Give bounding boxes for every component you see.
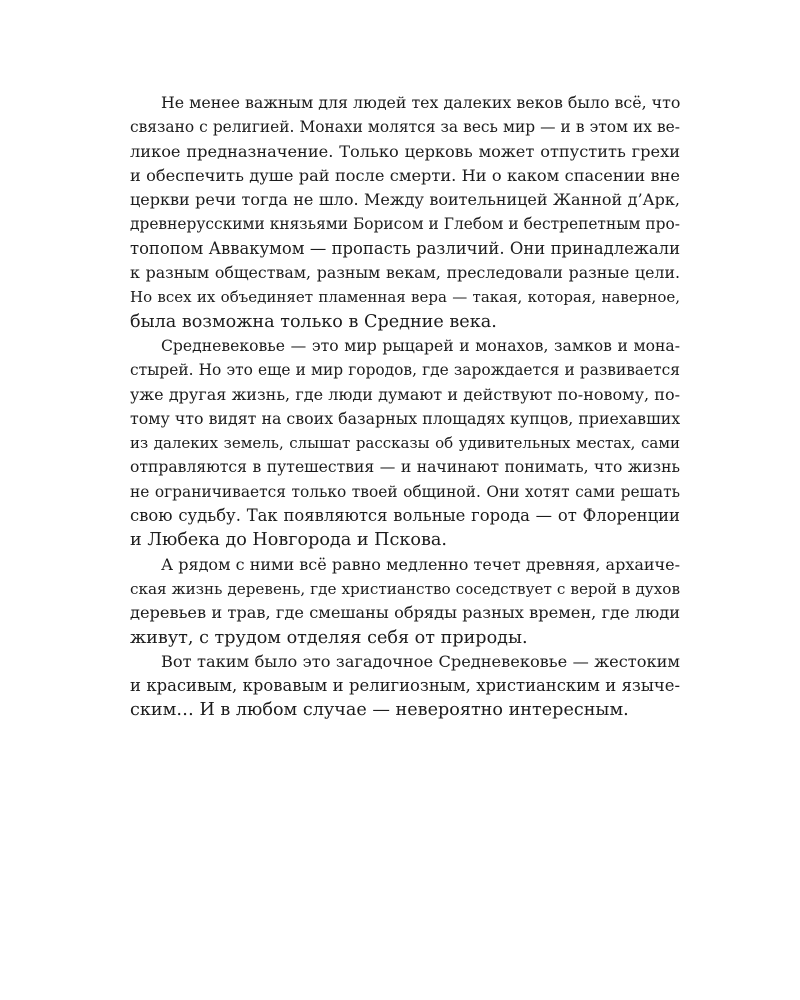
text-line: не ограничивается только твоей общиной. Они хотят сами решать — [130, 482, 680, 501]
text-line: к разным обществам, разным векам, преследовали разные цели. — [130, 263, 680, 283]
text-line: из далеких земель, слышат рассказы об удивительных местах, сами — [130, 434, 680, 453]
text-line: церкви речи тогда не шло. Между воительницей Жанной д’Арк, — [130, 190, 680, 210]
text-line: деревьев и трав, где смешаны обряды разных времен, где люди — [130, 603, 680, 623]
text-line: свою судьбу. Так появляются вольные города — от Флоренции — [130, 506, 680, 526]
text-line: живут, с трудом отделяя себя от природы. — [130, 627, 528, 648]
paragraph — [130, 334, 680, 553]
text-line: Но всех их объединяет пламенная вера — такая, которая, наверное, — [130, 288, 680, 307]
text-line: и обеспечить душе рай после смерти. Ни о каком спасении вне — [130, 165, 680, 185]
text-line: А рядом с ними всё равно медленно течет древняя, архаиче- — [161, 554, 680, 574]
paragraph — [130, 553, 680, 650]
text-line: связано с религией. Монахи молятся за весь мир — и в этом их ве- — [130, 118, 680, 137]
text-line: Не менее важным для людей тех далеких веков было всё, что — [161, 93, 681, 112]
text-line: отправляются в путешествия — и начинают понимать, что жизнь — [130, 458, 680, 477]
document-page — [130, 91, 680, 723]
text-line: Средневековье — это мир рыцарей и монахов, замков и мона- — [161, 336, 680, 355]
text-line: ская жизнь деревень, где христианство соседствует с верой в духов — [130, 579, 680, 598]
text-line: была возможна только в Средние века. — [130, 311, 497, 332]
paragraph — [130, 91, 680, 334]
text-line: уже другая жизнь, где люди думают и действуют по-новому, по- — [130, 384, 680, 404]
text-line: ским… И в любом случае — невероятно интересным. — [130, 700, 629, 721]
paragraph — [130, 650, 680, 723]
text-line: топопом Аввакумом — пропасть различий. Они принадлежали — [130, 238, 680, 258]
text-line: и Любека до Новгорода и Пскова. — [130, 530, 447, 551]
text-line: стырей. Но это еще и мир городов, где зарождается и развивается — [130, 361, 680, 380]
text-line: тому что видят на своих базарных площадях купцов, приехавших — [130, 408, 681, 428]
text-line: древнерусскими князьями Борисом и Глебом и бестрепетным про- — [130, 215, 680, 234]
text-line: ликое предназначение. Только церковь может отпустить грехи — [130, 141, 680, 161]
text-line: Вот таким было это загадочное Средневековье — жестоким — [161, 651, 680, 671]
text-line: и красивым, кровавым и религиозным, христианским и языче- — [130, 676, 680, 696]
